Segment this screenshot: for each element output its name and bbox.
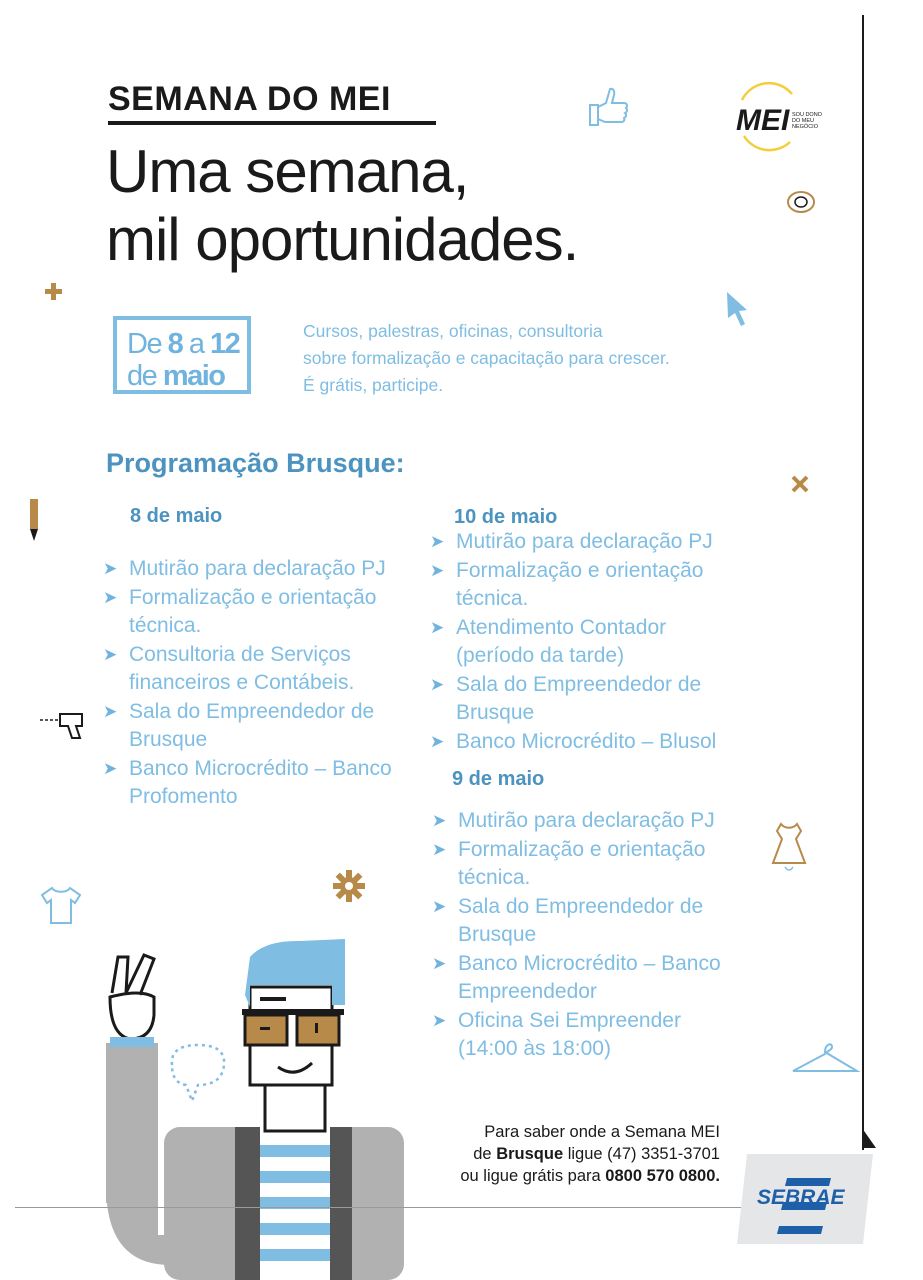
- program-item-text: financeiros e Contábeis.: [129, 671, 355, 694]
- thumbs-up-icon: [588, 87, 628, 129]
- date-line-1: De 8 a 12: [127, 328, 240, 360]
- mei-logo: [734, 86, 830, 150]
- program-item-text: (14:00 às 18:00): [458, 1037, 611, 1060]
- program-item-text: técnica.: [456, 587, 529, 610]
- mascot-illustration: [100, 935, 410, 1280]
- program-item: [103, 641, 433, 698]
- program-item: [103, 584, 433, 641]
- program-item: [430, 671, 770, 728]
- bullet-arrow-icon: ➤: [103, 644, 118, 664]
- bullet-arrow-icon: ➤: [430, 617, 445, 637]
- speech-bubble-icon: [172, 1045, 224, 1101]
- corner-triangle: [862, 1128, 878, 1150]
- program-item-text: Mutirão para declaração PJ: [129, 557, 386, 580]
- program-item-text: (período da tarde): [456, 644, 625, 667]
- program-item: [103, 555, 433, 584]
- bottom-border-line: [15, 1207, 855, 1208]
- mei-tagline-3: NEGÓCIO: [792, 124, 818, 130]
- program-item-text: Brusque: [458, 923, 537, 946]
- program-item: [432, 950, 772, 1007]
- day-8-list: [103, 555, 433, 812]
- striped-shirt: [260, 1127, 330, 1280]
- program-item: [432, 836, 772, 893]
- bullet-arrow-icon: ➤: [103, 587, 118, 607]
- program-item-text: Consultoria de Serviços: [129, 642, 351, 666]
- bullet-arrow-icon: ➤: [432, 811, 447, 830]
- bullet-arrow-icon: ➤: [103, 701, 118, 721]
- bullet-arrow-icon: ➤: [103, 758, 118, 778]
- pencil-icon: [27, 497, 41, 543]
- event-kicker: SEMANA DO MEI: [108, 80, 391, 118]
- program-item-text: Brusque: [456, 701, 535, 724]
- bullet-arrow-icon: ➤: [103, 559, 118, 578]
- program-item: [432, 893, 772, 950]
- plus-icon: [44, 282, 64, 302]
- program-item-text: Profomento: [129, 785, 238, 808]
- bullet-arrow-icon: ➤: [430, 731, 445, 751]
- program-item: [430, 728, 770, 757]
- coin-icon: [786, 189, 816, 215]
- program-item: [430, 557, 770, 614]
- program-item-text: Banco Microcrédito – Banco: [458, 951, 721, 975]
- day-9-heading: 9 de maio: [452, 768, 545, 790]
- mei-tagline-1: SOU DONO: [792, 112, 822, 118]
- program-item: [430, 528, 770, 557]
- program-item-text: Sala do Empreendedor de: [129, 699, 375, 723]
- program-item: [432, 807, 772, 836]
- bullet-arrow-icon: ➤: [430, 674, 445, 694]
- program-item-text: Sala do Empreendedor de: [456, 672, 702, 696]
- headline-line-1: Uma semana,: [106, 138, 469, 205]
- kicker-underline: [108, 121, 436, 125]
- day-10-list: [430, 528, 770, 756]
- headline-line-2: mil oportunidades.: [106, 206, 579, 273]
- mei-logo-text: MEI: [736, 104, 790, 137]
- bullet-arrow-icon: ➤: [432, 896, 447, 916]
- dress-icon: [771, 821, 807, 877]
- bullet-arrow-icon: ➤: [430, 532, 445, 551]
- program-item-text: técnica.: [129, 614, 202, 637]
- date-line-2: de maio: [127, 360, 225, 392]
- sebrae-logo-text: SEBRAE: [757, 1186, 845, 1209]
- program-title: Programação Brusque:: [106, 448, 405, 478]
- sebrae-logo: [735, 1150, 875, 1248]
- program-item-text: Formalização e orientação: [129, 585, 377, 609]
- drill-icon: [40, 708, 92, 740]
- cursor-arrow-icon: [725, 290, 751, 330]
- program-item-text: Sala do Empreendedor de: [458, 894, 704, 918]
- program-item: [103, 698, 433, 755]
- date-box: [113, 316, 251, 394]
- program-item-text: Formalização e orientação: [458, 837, 706, 861]
- program-item-text: Banco Microcrédito – Blusol: [456, 729, 717, 753]
- program-item-text: Mutirão para declaração PJ: [458, 809, 715, 832]
- headline: [106, 138, 578, 274]
- bullet-arrow-icon: ➤: [432, 1010, 447, 1030]
- program-item-text: Oficina Sei Empreender: [458, 1008, 681, 1032]
- program-item-text: Formalização e orientação: [456, 558, 704, 582]
- hanger-icon: [790, 1038, 860, 1078]
- bullet-arrow-icon: ➤: [430, 560, 445, 580]
- program-item-text: Empreendedor: [458, 980, 597, 1003]
- program-item: [432, 1007, 772, 1064]
- contact-info: Para saber onde a Semana MEI de Brusque ligue (47) 3351-3701 ou ligue grátis para 0800 570 0800.: [460, 1123, 720, 1185]
- program-item-text: Banco Microcrédito – Banco: [129, 756, 392, 780]
- bullet-arrow-icon: ➤: [432, 839, 447, 859]
- day-10-heading: 10 de maio: [454, 506, 558, 528]
- program-item: [430, 614, 770, 671]
- program-item-text: Atendimento Contador: [456, 615, 667, 639]
- program-item-text: Brusque: [129, 728, 208, 751]
- close-x-icon: [790, 474, 810, 494]
- day-8-heading: 8 de maio: [130, 505, 223, 527]
- day-9-list: [432, 807, 772, 1064]
- program-item-text: Mutirão para declaração PJ: [456, 530, 713, 553]
- intro-text: Cursos, palestras, oficinas, consultoria sobre formalização e capacitação para crescer. É grátis, participe.: [303, 321, 670, 395]
- tshirt-icon: [40, 885, 82, 927]
- mei-tagline-2: DO MEU: [792, 118, 814, 124]
- bullet-arrow-icon: ➤: [432, 953, 447, 973]
- gear-icon: [332, 869, 366, 903]
- program-item: [103, 755, 433, 812]
- right-border-line: [862, 15, 864, 1150]
- program-item-text: técnica.: [458, 866, 531, 889]
